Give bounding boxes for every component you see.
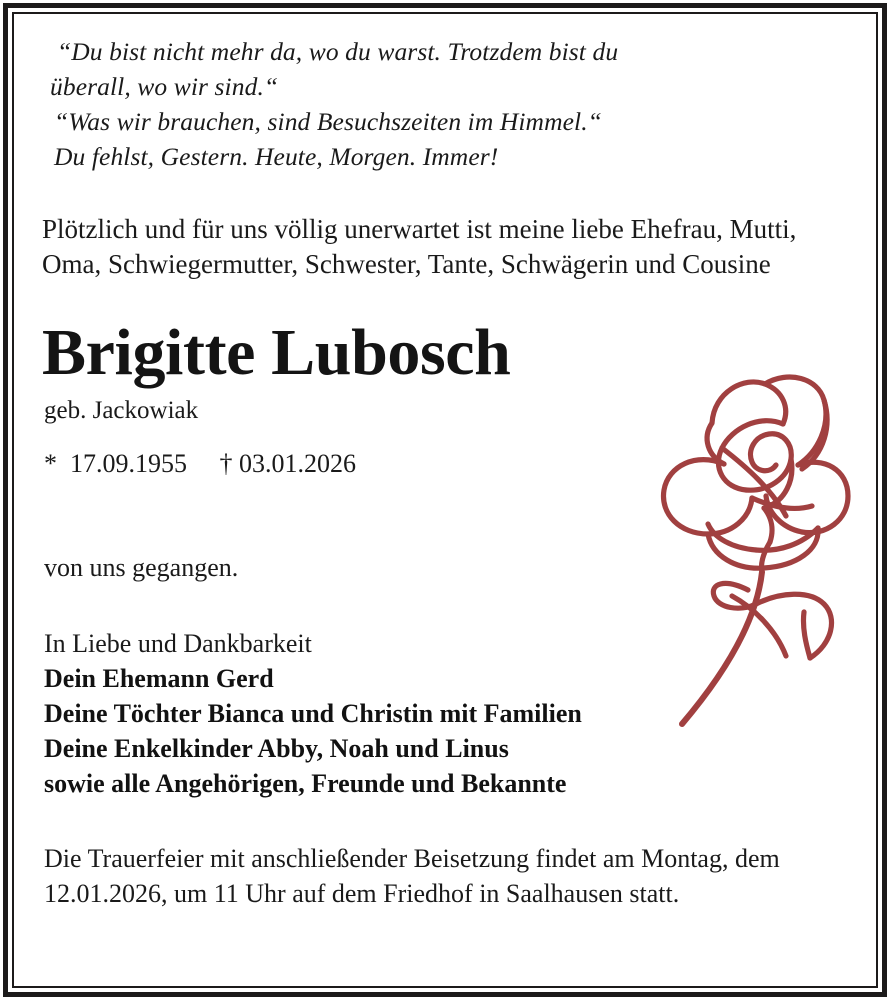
funeral-service-info: Die Trauerfeier mit anschließender Beisetzung findet am Montag, dem 12.01.2026, um 11 Uhr auf dem Friedhof in Saalhausen statt. [44,844,780,908]
mourners-lead: In Liebe und Dankbarkeit [44,629,312,658]
memorial-quote [42,34,850,174]
quote-line-4: Du fehlst, Gestern. Heute, Morgen. Immer! [54,142,499,171]
mourner-line-husband: Dein Ehemann Gerd [44,664,274,693]
mourner-line-daughters: Deine Töchter Bianca und Christin mit Familien [44,699,582,728]
life-dates: * 17.09.1955 † 03.01.2026 [44,449,356,478]
mourners-block [44,626,850,801]
mourner-line-others: sowie alle Angehörigen, Freunde und Bekannte [44,769,567,798]
intro-paragraph: Plötzlich und für uns völlig unerwartet ist meine liebe Ehefrau, Mutti, Oma, Schwiegermutter, Schwester, Tante, Schwägerin und Cousine [42,214,797,279]
quote-line-2: überall, wo wir sind.“ [50,72,279,101]
quote-line-3: “Was wir brauchen, sind Besuchszeiten im Himmel.“ [54,107,602,136]
maiden-name: geb. Jackowiak [44,397,199,424]
mourner-line-grandchildren: Deine Enkelkinder Abby, Noah und Linus [44,734,509,763]
quote-line-1: “Du bist nicht mehr da, wo du warst. Trotzdem bist du [57,37,619,66]
passing-statement: von uns gegangen. [44,553,239,582]
deceased-name-block [42,316,850,480]
page-title: Brigitte Lubosch [42,316,511,389]
